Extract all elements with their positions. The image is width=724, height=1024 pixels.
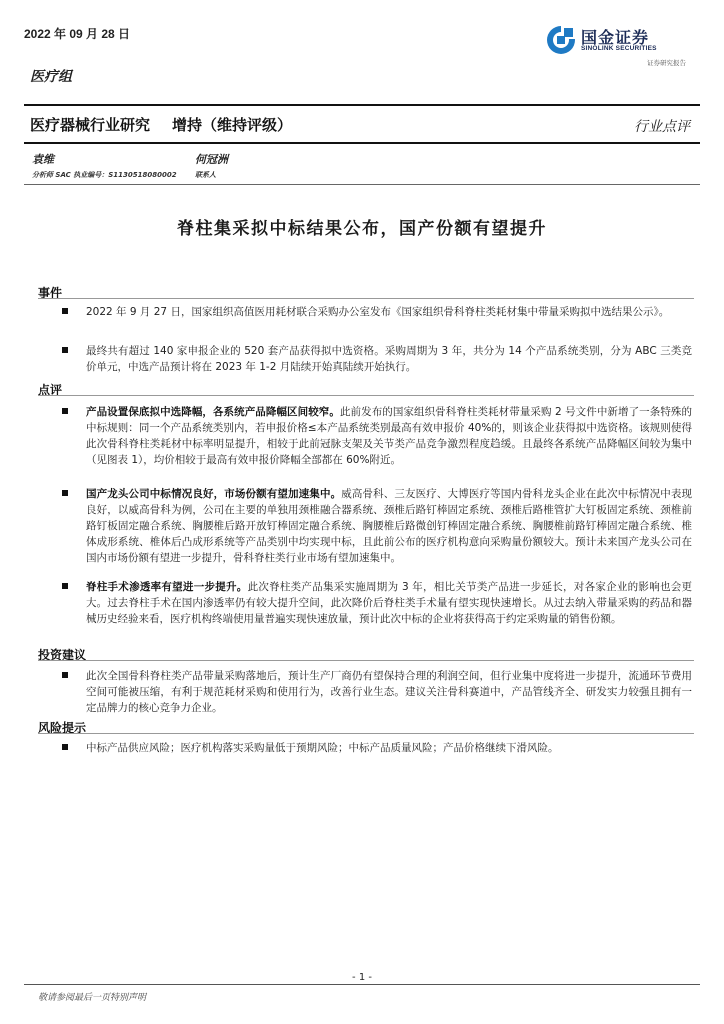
item-text: 中标产品供应风险；医疗机构落实采购量低于预期风险；中标产品质量风险；产品价格继续下滑风险。 xyxy=(86,742,559,754)
section-divider xyxy=(38,298,694,299)
logo-name: 国金证券 xyxy=(581,28,650,47)
logo-subtitle: 证券研究报告 xyxy=(647,59,686,67)
item-text xyxy=(86,579,692,627)
report-date: 2022 年 09 月 28 日 xyxy=(24,27,131,41)
analyst-divider xyxy=(24,184,700,185)
item-lead: 产品设置保底拟中选降幅，各系统产品降幅区间较窄。 xyxy=(86,406,340,418)
item-lead: 国产龙头公司中标情况良好，市场份额有望加速集中。 xyxy=(86,488,342,500)
bullet-icon xyxy=(62,744,68,750)
bullet-icon xyxy=(62,583,68,589)
report-header xyxy=(30,114,314,135)
item-body: 此前发布的国家组织骨科脊柱类耗材带量采购 2 号文件中新增了一条特殊的中标规则：同一个产品系统类别内，若申报价格≤本产品系统类别最高有效申报价 40%的，则该企业获得拟中选资格。该规则使得此次骨科脊柱类耗材中标率明显提升，相较于此前冠脉支架及关节类产品竞争激烈程度趋缓。且最终各系统产品降幅区间较为集中（见图表 1），均价相较于最高有效申报价降幅全部都在 60%附近。 xyxy=(86,406,692,466)
item-lead: 脊柱手术渗透率有望进一步提升。 xyxy=(86,581,248,593)
item-text: 最终共有超过 140 家申报企业的 520 套产品获得拟中选资格。采购周期为 3 年，共分为 14 个产品系统类别，分为 ABC 三类竞价单元，中选产品预计将在 2023 年 1-2 月陆续开始真陆续开始执行。 xyxy=(86,345,692,373)
section-heading-comment: 点评 xyxy=(38,383,63,397)
bullet-icon xyxy=(62,672,68,678)
item-text: 此次全国骨科脊柱类产品带量采购落地后，预计生产厂商仍有望保持合理的利润空间，但行业集中度将进一步提升，流通环节费用空间可能被压缩，有利于规范耗材采购和使用行为，改善行业生态。建议关注骨科赛道中，产品管线齐全、研发实力较强且拥有一定品牌力的核心竞争力企业。 xyxy=(86,670,692,714)
analyst-sac-number: 分析师 SAC 执业编号：S1130518080002 xyxy=(32,171,177,179)
header-divider-top xyxy=(24,104,700,106)
report-rating: 增持（维持评级） xyxy=(172,116,293,134)
logo-english-name: SINOLINK SECURITIES xyxy=(581,45,657,52)
page-number: - 1 - xyxy=(352,972,372,983)
section-heading-risk: 风险提示 xyxy=(38,721,87,735)
section-divider xyxy=(38,660,694,661)
company-logo xyxy=(546,23,686,68)
item-text xyxy=(86,404,692,468)
report-title: 医疗器械行业研究 xyxy=(30,116,151,134)
item-text: 2022 年 9 月 27 日，国家组织高值医用耗材联合采购办公室发布《国家组织骨科脊柱类耗材集中带量采购拟中选结果公示》。 xyxy=(86,306,670,318)
footer-divider xyxy=(24,984,700,985)
item-text xyxy=(86,486,692,566)
bullet-icon xyxy=(62,347,68,353)
bullet-icon xyxy=(62,308,68,314)
sinolink-logo-icon xyxy=(546,25,576,55)
section-heading-event: 事件 xyxy=(38,286,63,300)
analyst-name: 袁维 xyxy=(32,153,54,166)
research-group: 医疗组 xyxy=(30,69,72,85)
section-heading-investment: 投资建议 xyxy=(38,648,87,662)
header-divider-bottom xyxy=(24,142,700,144)
bullet-icon xyxy=(62,408,68,414)
report-type: 行业点评 xyxy=(634,119,690,135)
contact-name: 何冠洲 xyxy=(195,153,228,166)
article-title: 脊柱集采拟中标结果公布，国产份额有望提升 xyxy=(177,219,547,239)
section-divider xyxy=(38,395,694,396)
item-body: 威高骨科、三友医疗、大博医疗等国内骨科龙头企业在此次中标情况中表现良好，以威高骨科为例，公司在主要的单独用颈椎融合器系统、颈椎后路钉棒固定系统、颈椎后路椎管扩大钉板固定系统、颈椎前路钉板固定融合系统、胸腰椎后路开放钉棒固定融合系统、胸腰椎后路微创钉棒固定融合系统、胸腰椎前路钉棒固定融合系统、椎体成形系统、椎体后凸成形系统等产品类别中均实现中标，且此前公布的医疗机构意向采购量份额较大。预计未来国产龙头公司在国内市场份额有望进一步提升，骨科脊柱类行业市场有望加速集中。 xyxy=(86,488,693,564)
item-body: 此次脊柱类产品集采实施周期为 3 年，相比关节类产品进一步延长，对各家企业的影响也会更大。过去脊柱手术在国内渗透率仍有较大提升空间，此次降价后脊柱类手术量有望实现快速增长。从过去纳入带量采购的药品和器械历史经验来看，医疗机构终端使用量普遍实现快速放量，预计此次中标的企业将获得高于约定采购量的销售份额。 xyxy=(86,581,693,625)
contact-role: 联系人 xyxy=(195,171,216,179)
section-divider xyxy=(38,733,694,734)
footer-disclaimer: 敬请参阅最后一页特别声明 xyxy=(38,993,147,1003)
bullet-icon xyxy=(62,490,68,496)
